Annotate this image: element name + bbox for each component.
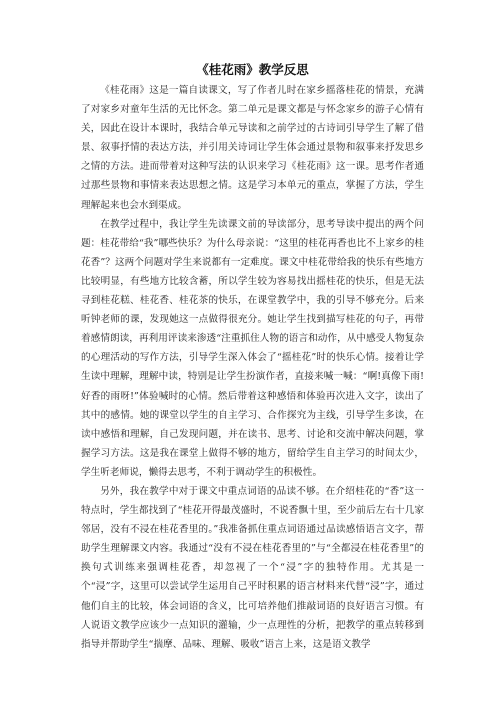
paragraph-intro: 《桂花雨》这是一篇自读课文，写了作者儿时在家乡摇落桂花的情景，充满了对家乡对童年生活的无比怀念。第二单元是课文都是与怀念家乡的游子心情有关，因此在设计本课时，我结合单元导读和之前学过的古诗词引导学生了解了借景、叙事抒情的表达方法，并引用关诗词让学生体会通过景物和叙事来抒发思乡之情的方法。进而带着对这种写法的认识来学习《桂花雨》这一课。思考作者通过那些景物和事情来表达思想之情。这是学习本单元的重点，掌握了方法，学生理解起来也会水到渠成。: [81, 85, 424, 211]
document-title: 《桂花雨》教学反思: [196, 62, 309, 77]
paragraph-word-study: 另外，我在教学中对于课文中重点词语的品读不够。在介绍桂花的“香”这一特点时，学生都找到了“桂花开得最茂盛时，不说香飘十里，至少前后左右十几家邻居，没有不浸在桂花香里的。”我准备抓住重点词语通过品读感悟语言文字，帮助学生理解课文内容。我通过“没有不浸在桂花香里的”与“全都浸在桂花香里”的换句式训练来强调桂花香，却忽视了一个“浸”字的独特作用。尤其是一个“浸”字，这里可以尝试学生运用自己平时积累的语言材料来代替“浸”字，通过他们自主的比较，体会词语的含义，比可培养他们推敲词语的良好语言习惯。有人说语文教学应该少一点知识的灌输，少一点理性的分析，把教学的重点转移到指导并帮助学生“揣摩、品味、理解、吸收”语言上来，这是语文教学: [81, 485, 424, 650]
paragraph-teaching-process: 在教学过程中，我让学生先读课文前的导读部分，思考导读中提出的两个问题：桂花带给“我”哪些快乐？为什么母亲说：“这里的桂花再香也比不上家乡的桂花香”？这两个问题对学生来说都有一定难度。课文中桂花带给我的快乐有些地方比较明显，有些地方比较含蓄，所以学生较为容易找出摇桂花的快乐，但是无法寻到桂花糕、桂花香、桂花茶的快乐，在课堂教学中，我的引导不够充分。后来听钟老师的课，发现她这一点做得很充分。她让学生找到描写桂花的句子，再带着感情朗读，再利用评读来渗透“注重抓住人物的语言和动作，从中感受人物复杂的心理活动的写作方法，引导学生深入体会了“摇桂花”时的快乐心情。接着让学生读中理解，理解中读，特别是让学生扮演作者，直接来喊一喊：“啊!真像下雨!好香的雨呀!”体验喊时的心情。然后带着这种感悟和体验再次进入文字，读出了其中的感情。她的课堂以学生的自主学习、合作探究为主线，引导学生多读，在读中感悟和理解，自己发现问题，并在读书、思考、讨论和交流中解决问题，掌握学习方法。这是我在课堂上做得不够的地方，留给学生自主学习的时间太少，学生听老师说，懒得去思考，不利于调动学生的积极性。: [81, 218, 424, 478]
